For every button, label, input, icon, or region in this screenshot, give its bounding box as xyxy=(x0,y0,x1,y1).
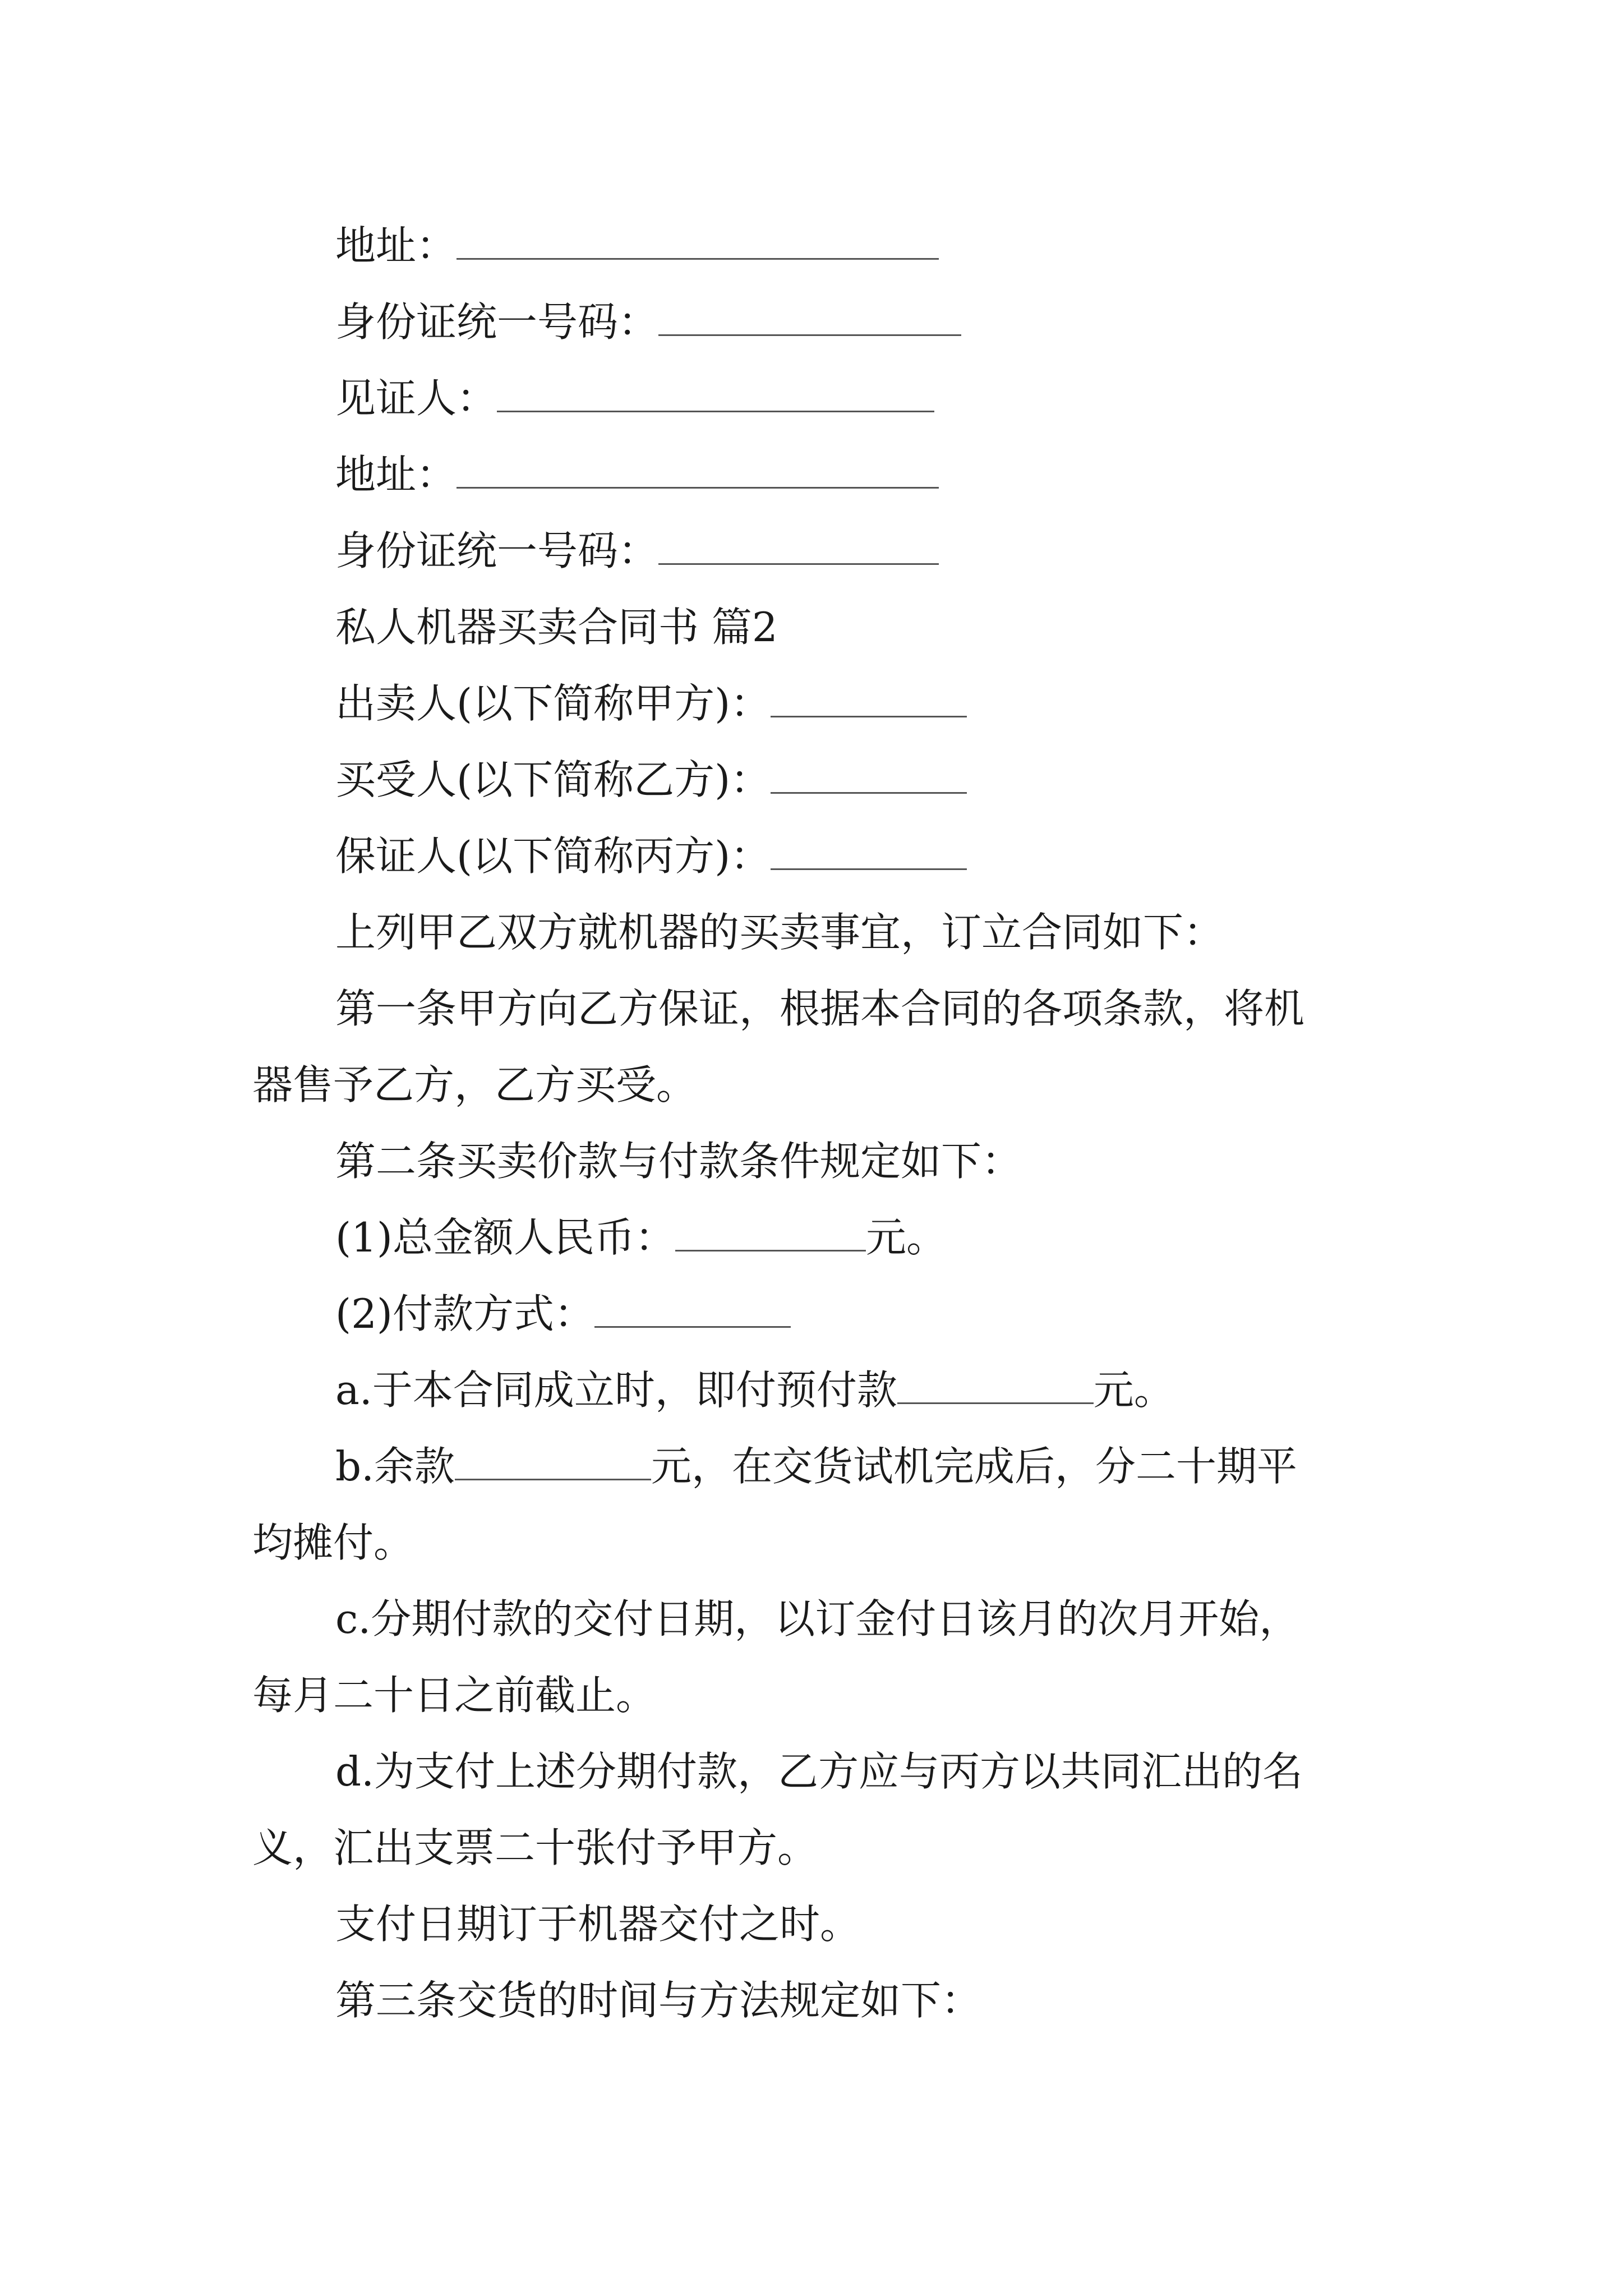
paragraph-text: 支付日期订于机器交付之时。 xyxy=(335,1901,861,1948)
currency-unit: 元。 xyxy=(1093,1366,1174,1414)
seller-line xyxy=(335,665,1457,742)
clause-c-line-1 xyxy=(335,1581,1457,1657)
section-heading xyxy=(335,589,1457,665)
paragraph-text: 第二条买卖价款与付款条件规定如下： xyxy=(335,1138,1022,1185)
paragraph-text: 上列甲乙双方就机器的买卖事宜，订立合同如下： xyxy=(335,909,1224,956)
clause-b-line-2 xyxy=(252,1504,1374,1581)
seller-blank xyxy=(771,682,967,717)
id-number-label: 身份证统一号码： xyxy=(335,527,659,574)
buyer-line xyxy=(335,742,1457,818)
preamble-paragraph xyxy=(335,894,1457,970)
address-blank xyxy=(457,453,939,489)
id-number-label: 身份证统一号码： xyxy=(335,298,659,346)
seller-label: 出卖人(以下简称甲方)： xyxy=(335,680,771,727)
payment-method-blank xyxy=(594,1292,791,1328)
paragraph-text: 第三条交货的时间与方法规定如下： xyxy=(335,1977,982,2024)
address-label: 地址： xyxy=(335,222,457,269)
party-address-line xyxy=(335,208,1457,284)
party-id-line xyxy=(335,284,1457,360)
id-number-blank xyxy=(658,530,939,565)
clause-d-line-1 xyxy=(335,1733,1457,1810)
total-amount-label: (1)总金额人民币： xyxy=(335,1214,675,1261)
witness-address-line xyxy=(335,436,1457,513)
guarantor-label: 保证人(以下简称丙方)： xyxy=(335,832,771,880)
witness-id-line xyxy=(335,513,1457,589)
balance-blank xyxy=(455,1445,651,1480)
paragraph-text: c.分期付款的交付日期，以订金付日该月的次月开始， xyxy=(335,1595,1300,1642)
witness-label: 见证人： xyxy=(335,375,497,422)
prepayment-blank xyxy=(897,1369,1094,1404)
article-three-heading xyxy=(335,1962,1457,2039)
payment-method-line xyxy=(335,1276,1457,1352)
currency-unit: 元。 xyxy=(866,1214,947,1261)
clause-d-line-2 xyxy=(252,1810,1374,1886)
total-amount-line xyxy=(335,1199,1457,1276)
address-blank xyxy=(457,224,939,260)
buyer-label: 买受人(以下简称乙方)： xyxy=(335,756,771,803)
id-number-blank xyxy=(658,301,961,336)
clause-a-line xyxy=(335,1352,1457,1428)
guarantor-line xyxy=(335,818,1457,894)
payment-date-line xyxy=(335,1886,1457,1962)
clause-c-line-2 xyxy=(252,1657,1374,1733)
article-two-heading xyxy=(335,1123,1457,1199)
witness-line xyxy=(335,360,1457,436)
paragraph-text: 义，汇出支票二十张付予甲方。 xyxy=(252,1824,818,1871)
witness-blank xyxy=(497,377,934,412)
address-label: 地址： xyxy=(335,451,457,498)
clause-a-text: a.于本合同成立时，即付预付款 xyxy=(335,1366,897,1414)
paragraph-text: d.为支付上述分期付款，乙方应与丙方以共同汇出的名 xyxy=(335,1748,1303,1795)
payment-method-label: (2)付款方式： xyxy=(335,1290,594,1337)
paragraph-text: 第一条甲方向乙方保证，根据本合同的各项条款，将机 xyxy=(335,985,1305,1032)
article-one-line-2 xyxy=(252,1047,1374,1123)
clause-b-text: b.余款 xyxy=(335,1443,455,1490)
total-amount-blank xyxy=(675,1216,866,1251)
buyer-blank xyxy=(771,758,967,794)
section-title: 私人机器买卖合同书 篇2 xyxy=(335,604,778,651)
article-one-line-1 xyxy=(335,970,1457,1047)
paragraph-text: 器售予乙方，乙方买受。 xyxy=(252,1061,697,1108)
clause-b-line-1 xyxy=(335,1428,1457,1504)
clause-b-text-cont: 元，在交货试机完成后，分二十期平 xyxy=(651,1443,1297,1490)
paragraph-text: 每月二十日之前截止。 xyxy=(252,1672,657,1719)
guarantor-blank xyxy=(771,835,967,870)
paragraph-text: 均摊付。 xyxy=(252,1519,414,1566)
